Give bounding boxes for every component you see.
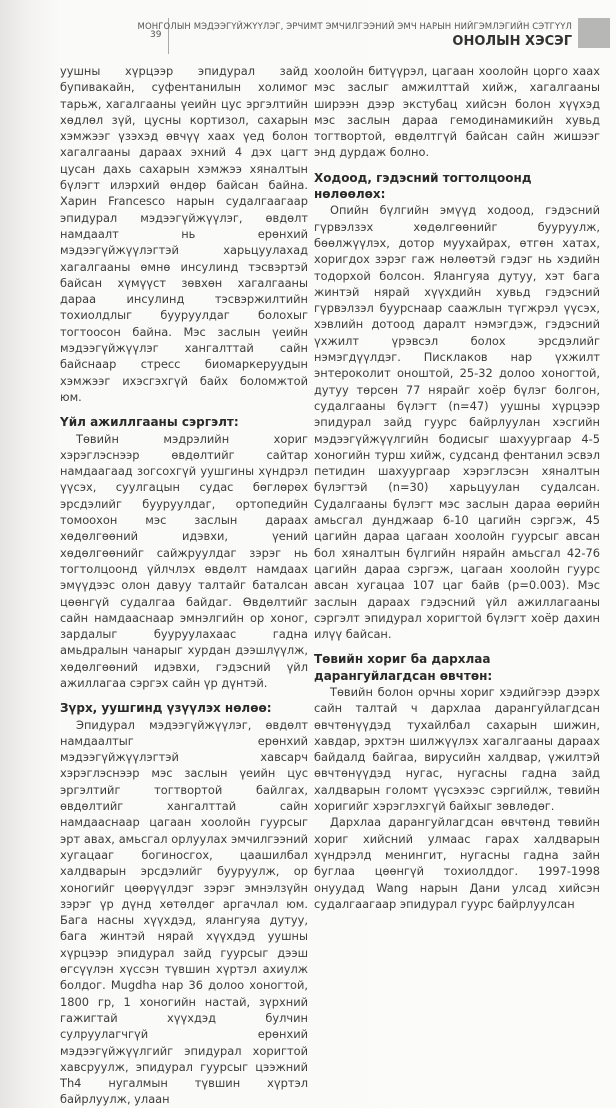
page-header [0, 0, 616, 55]
paragraph: уушны хүрцээр эпидурал зайд бупивакайн, суфентанилын холимог тарьж, хагалгааны үеийн цус эргэлтийн хөдлөл зүй, цусны кортизол, сахарын хэмжээг үзэхэд өвчүү хаах үед болон хагалгааны дараах эхний 4 дэх цагт цусан дахь сахарын хэмжээ хяналтын бүлэгт илэрхий өндөр байсан байна. Харин Francesco нарын судалгаагаар эпидурал мэдээгүйжүүлэг, өвдөлт намдаалт нь ерөнхий мэдээгүйжүүлэгтэй харьцуулахад хагалгааны өмнө инсулинд тэсвэртэй байсан хүмүүст зөвхөн хагалгааны дараа инсулинд тэсвэржилтийн тохиолдлыг бууруулдаг болохыг тогтоосон байна. Мэс заслын үеийн мэдээгүйжүүлэг хангалттай сайн байснаар стресс биомаркеруудын хэмжээг ихэсгэхгүй байх боломжтой юм. [60, 64, 308, 404]
subheading-gastrointestinal: Ходоод, гэдэсний тогтолцоонд нөлөөлөх: [314, 170, 532, 202]
left-column [60, 63, 308, 1108]
section-title: ОНОЛЫН ХЭСЭГ [452, 34, 572, 49]
subheading-immunosuppressed: Төвийн хориг ба дархлаа дарангуйлагдсан өвчтөн: [314, 652, 493, 683]
journal-title: МОНГОЛЫН МЭДЭЭГҮЙЖҮҮЛЭГ, ЭРЧИМТ ЭМЧИЛГЭЭНИЙ ЭМЧ НАРЫН НИЙГЭМЛЭГИЙН СЭТГҮҮЛ [137, 22, 572, 32]
paragraph: Эпидурал мэдээгүйжүүлэг, өвдөлт намдаалтыг ерөнхий мэдээгүйжүүлэгтэй хавсарч хэрэглэснээр мэс заслын үеийн цус эргэлтийг тогтвортой байлгах, өвдөлтийг хангалттай сайн намдааснаар цагаан хоолойн гуурсыг эрт авах, амьсгал орлуулах эмчилгээний хугацааг богиносгох, цаашилбал халдварын эрсдэлийг бууруулж, ор хоногийг цөөрүүлдэг зэрэг эмнэлзүйн зэрэг үр дүнд хөтөлдөг аргачлал юм. Бага насны хүүхдэд, ялангуяа дутуу, бага жинтэй нярай хүүхдэд уушны хүрцээр эпидурал зайд гуурсыг дээш өгсүүлэн хүссэн түвшин хүртэл ахиулж болдог. Mugdha нар 36 долоо хоногтой, 1800 гр, 1 хоногийн настай, зүрхний гажигтай хүүхдэд булчин сулруулагчгүй ерөнхий мэдээгүйжүүлгийг эпидурал хоригтой хавсруулж, эпидурал гуурсыг цээжний Th4 нугалмын түвшин хүртэл байрлуулж, улаан [60, 717, 308, 1107]
section-marker-box [578, 18, 610, 48]
subheading-heart-lung: Зүрх, уушгинд үзүүлэх нөлөө: [60, 701, 272, 716]
subheading-functional-recovery: Үйл ажиллгааны сэргэлт: [60, 415, 239, 430]
paragraph: Дархлаа дарангуйлагдсан өвчтөнд төвийн хориг хийсний улмаас гарах халдварын хүндрэлд менингит, нугасны гадна зайн буглаа цөөнгүй тохиолддог. 1997-1998 онуудад Wang нарын Дани улсад хийсэн судалгаагаар эпидурал гуурс байрлуулсан [314, 815, 600, 911]
paragraph: Төвийн мэдрэлийн хориг хэрэглэснээр өвдөлтийг сайтар намдаагаад зогсохгүй уушгины хүндрэл үүсэх, суулгацын судас бөглөрөх эрсдэлийг бууруулдаг, ортопедийн томоохон мэс заслын дараах хөдөлгөөний идэвхи, үений хөдөлгөөнийг сайжруулдаг зэрэг нь тогтолцоонд үйлчлэх өвдөлт намдаах эмүүдээс олон давуу талтайг баталсан цөөнгүй судалгаа байдаг. Өвдөлтийг сайн намдааснаар эмнэлгийн ор хоног, зардалыг бууруулахаас гадна амьдралын чанарыг хурдан дээшлүүлж, хөдөлгөөний идэвхи, гэдэсний үйл ажиллагаа сэргэх сайн үр дүнтэй. [60, 431, 308, 690]
paragraph: хоолойн битүүрэл, цагаан хоолойн цорго хаах мэс заслыг амжилттай хийж, хагалгааны ширээн дээр экстубац хийсэн болон хүүхэд мэс заслын дараа гемодинамикийн хувьд тогтвортой, өвдөлтгүй байсан сайн жишээг энд дурдаж болно. [314, 64, 600, 160]
right-column [314, 63, 600, 912]
paragraph: Төвийн болон орчны хориг хэдийгээр дээрх сайн талтай ч дархлаа дарангуйлагдсан өвчтөнүүдэд тухайлбал сахарын шижин, хавдар, эрхтэн шилжүүлэх хагалгааны дараах байдалд байгаа, вирусийн халдвар, үжилтэй өвчтөнүүдэд нугас, нугасны гадна зайд халдварын голомт үүсэхээс сэргийлж, төвийн хоригийг хэрэглэхгүй байхыг зөвлөдөг. [314, 684, 600, 814]
paragraph: Опийн бүлгийн эмүүд ходоод, гэдэсний гүрвэлзэх хөдөлгөөнийг бууруулж, бөөлжүүлэх, дотор муухайрах, өтгөн хатах, хоригдох зэрэг гаж нөлөөтэй гэдэг нь хэдийн тодорхой болсон. Ялангуяа дутуу, хэт бага жинтэй нярай хүүхдийн хувьд гэдэсний гүрвэлзэл буурснаар саажлын түгжрэл үүсэх, хэвлийн дотоод даралт нэмэгдэж, гэдэсний үхжилт үрэвсэл болох эрсдэлийг нэмэгдүүлдэг. Писклаков нар үхжилт энтероколит оноштой, 25-32 долоо хоногтой, дутуу төрсөн 77 нярайг хоёр бүлэг болгон, судалгааны бүлэгт (n=47) уушны хүрцээр эпидурал зайд гуурс байрлуулан хэсгийн мэдээгүйжүүлгийн бодисыг шахуургаар 4-5 хоногийн турш хийж, судсанд фентанил эсвэл петидин шахуургаар хэрэглэсэн хяналтын бүлэгтэй (n=30) харьцуулан судалсан. Судалгааны бүлэгт мэс заслын дараа өөрийн амьсгал дунджаар 6-10 цагийн сэргэж, 45 цагийн дараа цагаан хоолойн гуурсыг авсан бол хяналтын бүлгийн нярайн амьсгал 42-76 цагийн дараа сэргэж, цагаан хоолойн гуурс авсан хугацаа 107 цаг байв (p=0.003). Мэс заслын дараах гэдэсний үйл ажиллагааны сэргэлт эпидурал хоригтой бүлэгт хоёр дахин илүү байсан. [314, 203, 600, 642]
page-number: 39 [150, 30, 162, 40]
